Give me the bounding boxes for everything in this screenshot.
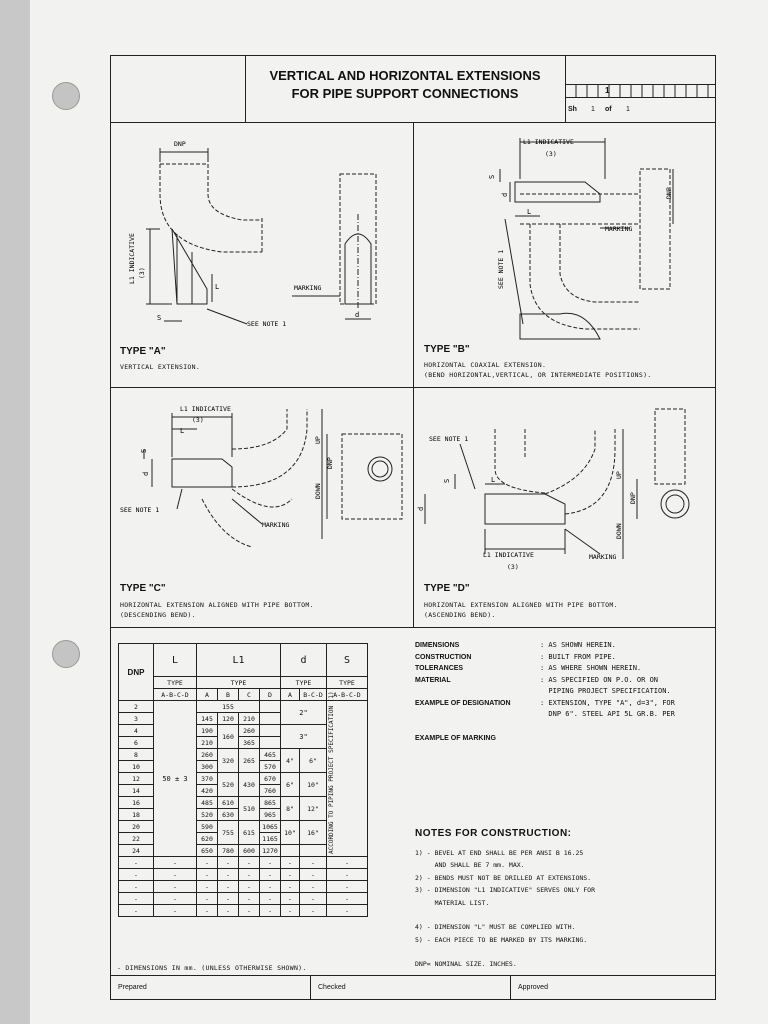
l1-indicative-label: L1 INDICATIVE [523, 138, 574, 146]
l1-cell: 865 [260, 797, 281, 809]
note-3a: 3) - DIMENSION "L1 INDICATIVE" SERVES ONLY FOR [415, 886, 596, 894]
panel-divider [110, 387, 716, 388]
type-c-drawing [112, 389, 412, 577]
type-a-desc: VERTICAL EXTENSION. [120, 363, 201, 371]
l1-cell: 650 [197, 845, 218, 857]
blank-row-cell: - [239, 857, 260, 869]
type-label: TYPE [197, 677, 281, 689]
l-label: L [215, 283, 220, 291]
blank-row-cell: - [154, 893, 197, 905]
s-label: S [488, 174, 496, 179]
blank-row-cell: - [327, 857, 368, 869]
blank-row-cell: - [239, 893, 260, 905]
marking-label: MARKING [605, 225, 633, 233]
type-label: TYPE [281, 677, 327, 689]
blank-row-cell: - [281, 893, 300, 905]
l1-cell: 365 [239, 737, 260, 749]
blank-row-cell: - [154, 905, 197, 917]
blank-row-cell: - [260, 881, 281, 893]
spec-row [415, 686, 675, 698]
note-5: 5) - EACH PIECE TO BE MARKED BY ITS MARKING. [415, 935, 588, 944]
l1-cell: 1165 [260, 833, 281, 845]
of-label: of [605, 106, 612, 113]
dnp-cell: 14 [119, 785, 154, 797]
table-footnote: - DIMENSIONS IN mm. (UNLESS OTHERWISE SHOWN). [117, 964, 307, 972]
l1-indicative-label: L1 INDICATIVE [180, 405, 231, 413]
spec-row [415, 709, 675, 721]
l1-cell: 465 [260, 749, 281, 761]
s-label: S [157, 314, 162, 322]
title-divider [565, 97, 716, 98]
title-line-1: VERTICAL AND HORIZONTAL EXTENSIONS [269, 68, 541, 83]
d-label: d [417, 506, 425, 511]
l1-indicative-label: L1 INDICATIVE [483, 551, 534, 559]
dnp-label: DNP [665, 187, 673, 199]
sub-s: A-B-C-D [327, 689, 368, 701]
d-cell: 3" [281, 725, 327, 749]
l1-cell: 590 [197, 821, 218, 833]
sheet-label: Sh [568, 106, 577, 113]
l1-cell: 755 [218, 821, 239, 845]
spec-value: : BUILT FROM PIPE. [540, 652, 616, 661]
blank-row-cell: - [300, 905, 327, 917]
blank-row-cell: - [260, 893, 281, 905]
blank-row-cell: - [218, 893, 239, 905]
l1-cell: 965 [260, 809, 281, 821]
blank-row-cell: - [260, 857, 281, 869]
spec-row [415, 663, 675, 675]
blank-row-cell: - [197, 893, 218, 905]
blank-row-cell: - [260, 905, 281, 917]
dnp-label: DNP [629, 492, 637, 504]
blank-row-cell: - [154, 881, 197, 893]
l1-cell: 615 [239, 821, 260, 845]
d-cell: 10" [281, 821, 300, 845]
dnp-cell: 8 [119, 749, 154, 761]
blank-row-cell: - [218, 905, 239, 917]
blank-row-cell: - [239, 881, 260, 893]
blank-row-cell: - [327, 893, 368, 905]
spec-value: : EXTENSION, TYPE "A", d=3", FOR [540, 698, 675, 707]
title-line-2: FOR PIPE SUPPORT CONNECTIONS [291, 86, 519, 101]
sub-b: B [218, 689, 239, 701]
type-a-drawing [112, 124, 412, 346]
d-label: d [355, 311, 360, 319]
l1-cell: 430 [239, 773, 260, 797]
blank-row-cell: - [119, 905, 154, 917]
up-label: UP [615, 471, 623, 479]
header-s: S [327, 644, 368, 677]
d-cell: 2" [281, 701, 327, 725]
d-cell: 10" [300, 773, 327, 797]
marking-label: MARKING [294, 284, 322, 292]
l1-cell: 1065 [260, 821, 281, 833]
blank-row-cell: - [327, 869, 368, 881]
up-label: UP [314, 436, 322, 444]
type-d-title: TYPE "D" [424, 583, 470, 594]
down-label: DOWN [615, 523, 623, 539]
example-marking-label: EXAMPLE OF MARKING [415, 734, 496, 742]
blank-row-cell: - [300, 893, 327, 905]
d-cell: 16" [300, 821, 327, 845]
type-c-desc-2: (DESCENDING BEND). [120, 611, 196, 619]
sub-d: D [260, 689, 281, 701]
blank-row-cell: - [239, 869, 260, 881]
blank-row-cell: - [197, 905, 218, 917]
d-cell: 12" [300, 797, 327, 821]
type-b-desc-1: HORIZONTAL COAXIAL EXTENSION. [424, 361, 547, 369]
dnp-label: DNP [326, 457, 334, 469]
l1-cell: 760 [260, 785, 281, 797]
type-d-desc-1: HORIZONTAL EXTENSION ALIGNED WITH PIPE BOTTOM. [424, 601, 618, 609]
dnp-cell: 16 [119, 797, 154, 809]
dimension-table [118, 643, 368, 917]
marking-label: MARKING [589, 553, 617, 561]
s-spec-text: ACCORDING TO PIPING PROJECT SPECIFICATION (1) [328, 690, 335, 854]
l1-cell: 610 [218, 797, 239, 809]
type-d-desc-2: (ASCENDING BEND). [424, 611, 496, 619]
binder-hole-icon [52, 82, 80, 110]
l-label: L [527, 208, 532, 216]
l1-cell: 145 [197, 713, 218, 725]
type-b-drawing [415, 124, 713, 346]
l1-cell: 265 [239, 749, 260, 773]
l-value: 50 ± 3 [154, 701, 197, 857]
l1-cell: 300 [197, 761, 218, 773]
blank-row-cell: - [300, 869, 327, 881]
spec-key: CONSTRUCTION [415, 653, 472, 661]
dnp-cell: 3 [119, 713, 154, 725]
spec-row [415, 652, 675, 664]
footer-divider [110, 975, 716, 976]
dnp-cell: 24 [119, 845, 154, 857]
d-cell: 8" [281, 797, 300, 821]
type-label: TYPE [327, 677, 368, 689]
blank-row-cell: - [218, 857, 239, 869]
d-cell: 6" [281, 773, 300, 797]
dnp-cell: 12 [119, 773, 154, 785]
blank-row-cell: - [119, 869, 154, 881]
spec-value: : AS SPECIFIED ON P.O. OR ON [540, 675, 659, 684]
see-note-label: SEE NOTE 1 [497, 249, 505, 289]
l1-cell: 320 [218, 749, 239, 773]
l-label: L [180, 427, 185, 435]
specifications [415, 640, 675, 744]
blank-row-cell: - [300, 881, 327, 893]
l1-cell: 510 [239, 797, 260, 821]
type-d-drawing [415, 389, 713, 577]
type-label: TYPE [154, 677, 197, 689]
spec-value: : AS WHERE SHOWN HEREIN. [540, 664, 642, 672]
dnp-cell: 22 [119, 833, 154, 845]
spec-row [415, 698, 675, 710]
sheet-value: 1 [591, 106, 595, 113]
spec-key: MATERIAL [415, 676, 451, 684]
blank-row-cell: - [281, 869, 300, 881]
blank-row-cell: - [154, 869, 197, 881]
l1-cell: 1270 [260, 845, 281, 857]
note-3-label: (3) [545, 150, 557, 158]
blank-row-cell: - [197, 869, 218, 881]
note-3-label: (3) [192, 416, 204, 424]
sub-a: A [197, 689, 218, 701]
s-label: S [443, 478, 451, 483]
construction-notes [415, 828, 595, 971]
see-note-label: SEE NOTE 1 [429, 435, 469, 443]
blank-row-cell: - [119, 893, 154, 905]
l1-cell: 190 [197, 725, 218, 737]
blank-row-cell: - [327, 905, 368, 917]
l1-cell: 420 [197, 785, 218, 797]
notes-heading: NOTES FOR CONSTRUCTION: [415, 828, 572, 839]
blank-row-cell: - [154, 857, 197, 869]
dnp-cell: 18 [119, 809, 154, 821]
note-1b: AND SHALL BE 7 mm. MAX. [415, 861, 525, 869]
spec-value: DNP 6". STEEL API 5L GR.B. PER [540, 710, 675, 718]
note-1a: 1) - BEVEL AT END SHALL BE PER ANSI B 16.25 [415, 848, 584, 857]
sub-l: A-B-C-D [154, 689, 197, 701]
see-note-label: SEE NOTE 1 [247, 320, 287, 328]
header-l: L [154, 644, 197, 677]
l1-cell: 670 [260, 773, 281, 785]
footer-divider [510, 975, 511, 1000]
see-note-label: SEE NOTE 1 [120, 506, 160, 514]
d-label: d [142, 471, 150, 476]
type-a-title: TYPE "A" [120, 346, 166, 357]
l1-cell: 210 [239, 713, 260, 725]
d-cell: 6" [300, 749, 327, 773]
l1-cell: 260 [239, 725, 260, 737]
sheet-number: 1 [605, 86, 610, 95]
type-c-desc-1: HORIZONTAL EXTENSION ALIGNED WITH PIPE BOTTOM. [120, 601, 314, 609]
spec-row [415, 675, 675, 687]
header-d: d [281, 644, 327, 677]
l1-cell: 160 [218, 725, 239, 749]
l1-cell: 155 [197, 701, 260, 713]
l-label: L [491, 476, 496, 484]
type-b-desc-2: (BEND HORIZONTAL,VERTICAL, OR INTERMEDIATE POSITIONS). [424, 371, 652, 379]
s-label: S [140, 448, 148, 453]
blank-row-cell: - [260, 869, 281, 881]
l1-cell: 570 [260, 761, 281, 773]
type-b-title: TYPE "B" [424, 344, 470, 355]
prepared-label: Prepared [118, 984, 147, 991]
checked-label: Checked [318, 984, 346, 991]
binder-hole-icon [52, 640, 80, 668]
d-label: d [501, 192, 509, 197]
blank-row-cell: - [281, 905, 300, 917]
l1-cell: 260 [197, 749, 218, 761]
blank-row-cell: - [119, 857, 154, 869]
l1-cell: 370 [197, 773, 218, 785]
sub-d-a: A [281, 689, 300, 701]
revision-grid [565, 84, 716, 97]
l1-cell: 600 [239, 845, 260, 857]
blank-row-cell: - [281, 857, 300, 869]
blank-row-cell: - [197, 881, 218, 893]
note-4: 4) - DIMENSION "L" MUST BE COMPLIED WITH. [415, 923, 576, 931]
dnp-label: DNP [174, 140, 186, 148]
sub-d-bcd: B-C-D [300, 689, 327, 701]
d-cell: 4" [281, 749, 300, 773]
l1-cell: 520 [218, 773, 239, 797]
note-2: 2) - BENDS MUST NOT BE DRILLED AT EXTENSIONS. [415, 873, 592, 882]
footer-divider [310, 975, 311, 1000]
l1-cell: 780 [218, 845, 239, 857]
dnp-cell: 2 [119, 701, 154, 713]
l1-cell: 630 [218, 809, 239, 821]
sub-c: C [239, 689, 260, 701]
spec-row [415, 640, 675, 652]
note-3-label: (3) [507, 563, 519, 571]
l1-cell: 520 [197, 809, 218, 821]
spec-row [415, 733, 675, 745]
header-dnp: DNP [119, 644, 154, 701]
blank-row-cell: - [327, 881, 368, 893]
marking-label: MARKING [262, 521, 290, 529]
panel-divider [110, 627, 716, 628]
spec-value: PIPING PROJECT SPECIFICATION. [540, 687, 671, 695]
note-3b: MATERIAL LIST. [415, 898, 490, 907]
down-label: DOWN [314, 483, 322, 499]
note-3-label: (3) [138, 267, 146, 279]
blank-row-cell: - [281, 881, 300, 893]
l1-cell: 120 [218, 713, 239, 725]
spec-key: DIMENSIONS [415, 642, 460, 649]
blank-row-cell: - [300, 857, 327, 869]
l1-indicative-label: L1 INDICATIVE [128, 233, 136, 284]
dnp-cell: 20 [119, 821, 154, 833]
spec-value: : AS SHOWN HEREIN. [540, 641, 616, 649]
blank-row-cell: - [239, 905, 260, 917]
blank-row-cell: - [218, 869, 239, 881]
spec-key: TOLERANCES [415, 665, 464, 672]
blank-row-cell: - [197, 857, 218, 869]
note-dnp: DNP= NOMINAL SIZE. INCHES. [415, 960, 517, 968]
of-value: 1 [626, 106, 630, 113]
approved-label: Approved [518, 984, 548, 991]
panel-divider [413, 122, 414, 627]
blank-row-cell: - [119, 881, 154, 893]
drawing-title [245, 67, 565, 103]
l1-cell: 485 [197, 797, 218, 809]
dnp-cell: 4 [119, 725, 154, 737]
type-c-title: TYPE "C" [120, 583, 166, 594]
header-l1: L1 [197, 644, 281, 677]
spec-key: EXAMPLE OF DESIGNATION [415, 699, 511, 707]
dnp-cell: 6 [119, 737, 154, 749]
l1-cell: 620 [197, 833, 218, 845]
l1-cell: 210 [197, 737, 218, 749]
blank-row-cell: - [218, 881, 239, 893]
dnp-cell: 10 [119, 761, 154, 773]
